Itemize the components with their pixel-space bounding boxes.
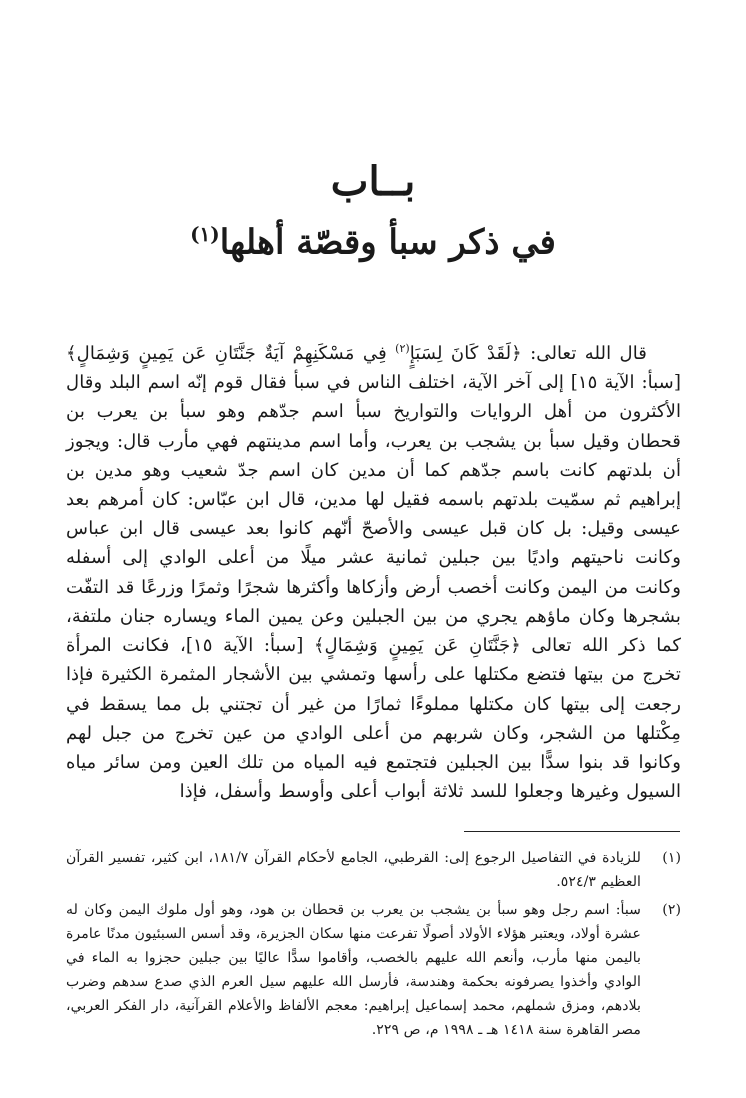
- footnote-number: (٢): [662, 902, 681, 918]
- footnote-text: سبأ: اسم رجل وهو سبأ بن يشجب بن يعرب بن قحطان بن هود، وهو أول ملوك اليمن وكان له عشرة أولاد، ويعتبر هؤلاء الأولاد أصولًا تفرعت منها سكان الجزيرة، وقد أسس السبئيون مدنًا عامرة باليمن منها مأرب، وأنعم الله عليهم بالخصب، وأقاموا سدًّا عاليًا بين جبلين حجزوا به الماء في الوادي وأخذوا يصرفونه بحكمة وهندسة، فأرسل الله عليهم سيل العرم الذي صدع سدهم وضرب بلادهم، ومزق شملهم، محمد إسماعيل إبراهيم: معجم الألفاظ والأعلام القرآنية، دار الفكر العربي، مصر القاهرة سنة ١٤١٨ هـ ـ ١٩٩٨ م، ص ٢٢٩.: [66, 902, 641, 1038]
- chapter-heading: بــاب: [330, 158, 416, 205]
- footnote-text: للزيادة في التفاصيل الرجوع إلى: القرطبي، الجامع لأحكام القرآن ١٨١/٧، ابن كثير، تفسير القرآن العظيم ٥٢٤/٣.: [66, 850, 641, 890]
- footnote-item: [66, 898, 681, 1042]
- body-paragraph: [66, 334, 681, 806]
- body-paragraph-part-a: قال الله تعالى: ﴿لَقَدْ كَانَ لِسَبَإٍ: [409, 343, 647, 365]
- chapter-subheading-text: في ذكر سبأ وقصّة أهلها: [219, 222, 556, 263]
- body-paragraph-part-b: فِي مَسْكَنِهِمْ آيَةٌ جَنَّتَانِ عَن يَمِينٍ وَشِمَالٍ﴾ [سبأ: الآية ١٥] إلى آخر الآية، اختلف الناس في سبأ فقال قوم إنّه اسم البلد وقال الأكثرون من أهل الروايات والتواريخ سبأ اسم جدّهم وهو سبأ بن يعرب بن قحطان وقيل سبأ بن يشجب بن يعرب، وأما اسم مدينتهم فهي مأرب قال: ويجوز أن بلدتهم كانت باسم جدّهم كما أن مدين كان اسم جدّ شعيب وهو مدين بن إبراهيم ثم سمّيت بلدتهم باسمه فقيل لها مدين، قال ابن عبّاس: كان أمرهم بعد عيسى وقيل: بل كان قبل عيسى والأصحّ أنّهم كانوا بعد عيسى قال ابن عباس وكانت ناحيتهم واديًا بين جبلين ثمانية عشر ميلًا من أعلى الوادي إلى أسفله وكانت من اليمن وكانت أخصب أرض وأزكاها وأكثرها شجرًا وثمرًا وزرعًا قد التفّت بشجرها وكان ماؤهم يجري من بين الجبلين وعن يمين الماء ويساره جنان ملتفة، كما ذكر الله تعالى ﴿جَنَّتَانِ عَن يَمِينٍ وَشِمَالٍ﴾ [سبأ: الآية ١٥]، فكانت المرأة تخرج من بيتها فتضع مكتلها على رأسها وتمشي بين الأشجار المثمرة الكثيرة فإذا رجعت إلى بيتها كان مكتلها مملوءًا ثمارًا من غير أن تجتني بل مما يسقط في مِكْتلها من الشجر، وكان شربهم من أعلى الوادي من عين تخرج من جبل لهم وكانوا قد بنوا سدًّا بين الجبلين فتجتمع فيه المياه من تلك العين ومن سائر مياه السيول وغيرها وجعلوا للسد ثلاثة أبواب أعلى وأوسط وأسفل، فإذا: [66, 343, 681, 803]
- footnote-mark-1: (١): [190, 222, 220, 246]
- footnote-mark-2: (٢): [395, 342, 410, 355]
- footnote-divider: [464, 831, 680, 832]
- footnote-number: (١): [662, 850, 681, 866]
- body-text: [66, 334, 681, 806]
- footnotes: [66, 846, 681, 1046]
- chapter-subheading: [0, 212, 746, 264]
- footnote-item: [66, 846, 681, 894]
